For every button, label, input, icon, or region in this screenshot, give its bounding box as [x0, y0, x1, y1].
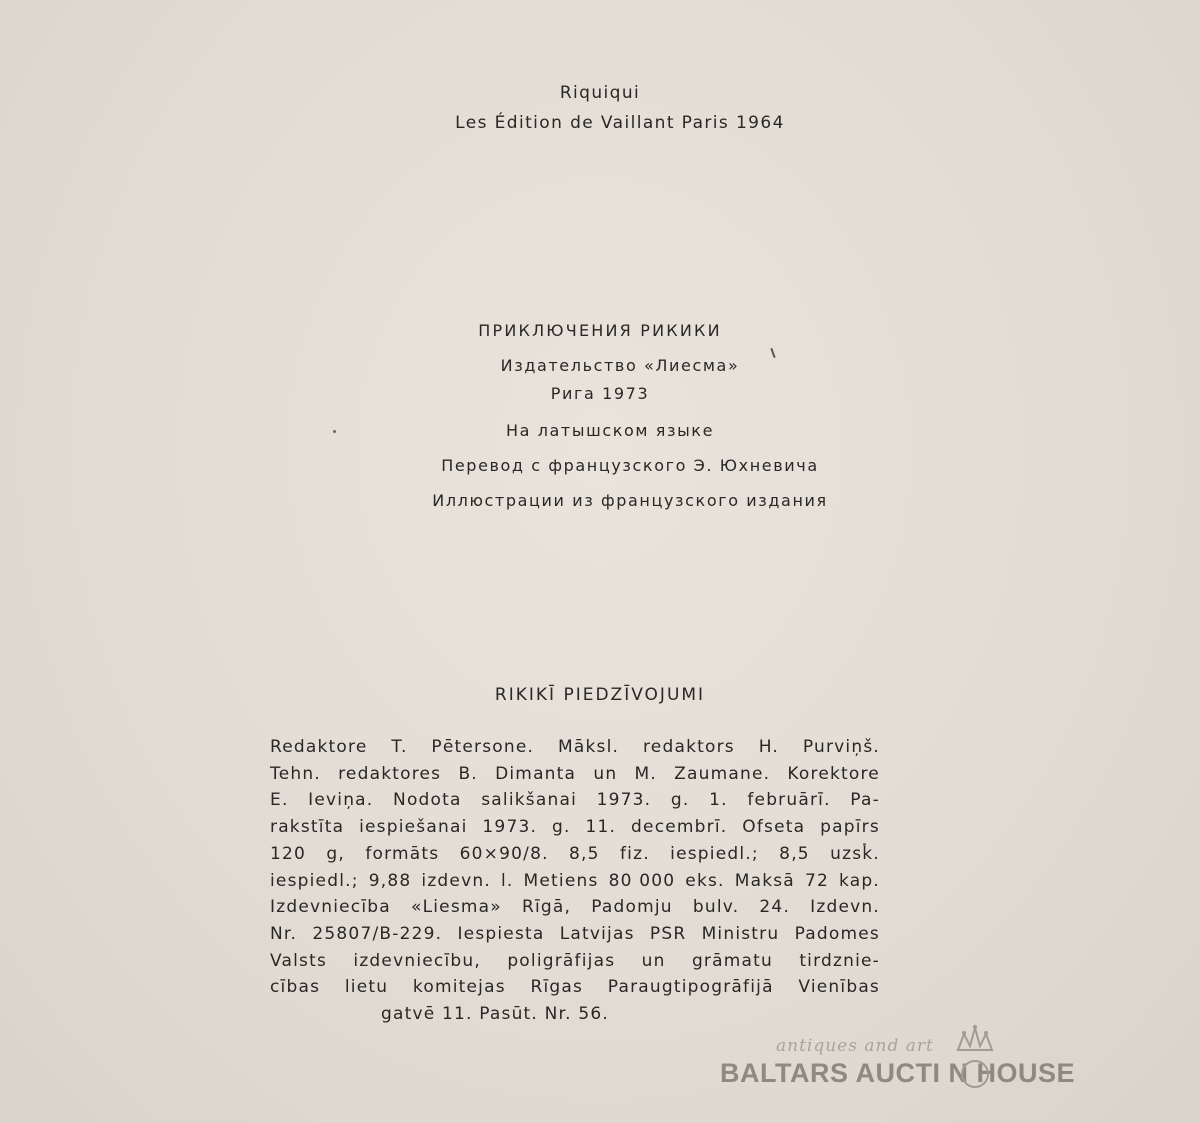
colophon-word: papīrs — [820, 817, 880, 838]
colophon-word: 120 — [270, 843, 307, 864]
colophon-word: Izdevniecība — [270, 897, 391, 918]
colophon-line — [270, 868, 880, 895]
colophon-word: Tehn. — [270, 763, 321, 784]
russian-title: ПРИКЛЮЧЕНИЯ РИКИКИ — [478, 321, 722, 340]
watermark-tagline: antiques and art — [776, 1036, 934, 1056]
colophon-word: uzsk. — [830, 843, 880, 864]
colophon-word: redaktores — [338, 763, 442, 784]
colophon-word: 8,5 — [569, 843, 600, 864]
colophon-word: M. — [634, 763, 657, 784]
colophon-word: Metiens — [523, 870, 599, 891]
colophon-word: 11. — [585, 817, 617, 838]
colophon-word: Paraugtipogrāfijā — [607, 977, 774, 998]
original-edition-credit — [0, 78, 1200, 138]
colophon-word: 9,88 — [368, 870, 412, 891]
colophon-word: Rīgas — [530, 977, 584, 998]
colophon-word: salikšanai — [481, 790, 577, 811]
russian-publisher: Издательство «Лиесма» — [500, 356, 740, 375]
colophon-word: poligrāfijas — [507, 950, 616, 971]
colophon-word: Latvijas — [559, 923, 635, 944]
colophon-word: izdevn. — [421, 870, 491, 891]
colophon-line — [270, 761, 880, 788]
russian-illustrations: Иллюстрации из французского издания — [432, 491, 828, 510]
colophon-word: grāmatu — [691, 950, 773, 971]
colophon-word: iespiedl.; — [670, 843, 759, 864]
colophon-word: tirdznie- — [799, 950, 880, 971]
colophon-word: Padomju — [591, 897, 673, 918]
russian-language: На латышском языке — [505, 421, 715, 440]
colophon-word: bulv. — [692, 897, 740, 918]
colophon-line — [270, 948, 880, 975]
colophon-word: H. — [758, 737, 779, 757]
colophon-word: g. — [670, 790, 690, 811]
russian-translation: Перевод с французского Э. Юхневича — [441, 456, 819, 475]
colophon-word: Padomes — [794, 923, 880, 944]
colophon-word: kap. — [839, 870, 880, 891]
colophon-word: Ieviņa. — [308, 790, 374, 811]
colophon-word: l. — [500, 870, 514, 891]
colophon-word: Ofseta — [742, 817, 806, 838]
colophon-word: Pētersone. — [431, 737, 535, 757]
colophon-word: Māksl. — [558, 737, 620, 757]
colophon-line — [270, 921, 880, 948]
colophon-word: g, — [326, 843, 345, 864]
colophon-word: Ministru — [701, 923, 780, 944]
russian-imprint — [0, 318, 1200, 523]
latvian-title: RIKIKĪ PIEDZĪVOJUMI — [494, 685, 706, 705]
colophon-word: un — [641, 950, 666, 971]
colophon-word: Vienības — [798, 977, 880, 998]
auction-house-watermark — [720, 1020, 1140, 1100]
colophon-word: Nr. — [270, 923, 298, 944]
colophon-word: gatvē 11. Pasūt. Nr. 56. — [380, 1004, 610, 1025]
colophon-word: 8,5 — [779, 843, 810, 864]
colophon-word: g. — [551, 817, 571, 838]
colophon-word: Valsts — [270, 950, 328, 971]
colophon-line — [270, 974, 880, 1001]
colophon-word: formāts — [365, 843, 440, 864]
colophon-line — [270, 841, 880, 868]
watermark-brand: BALTARS AUCTI N HOUSE — [720, 1058, 1075, 1088]
colophon-word: Purviņš. — [802, 737, 880, 757]
crown-icon — [950, 1020, 1000, 1090]
colophon-word: Maksā — [734, 870, 795, 891]
colophon-word: Korektore — [787, 763, 880, 784]
colophon-word: decembrī. — [631, 817, 728, 838]
colophon-line — [270, 814, 880, 841]
colophon-word: Pa- — [850, 790, 880, 811]
colophon-line — [270, 787, 880, 814]
colophon-word: redaktors — [642, 737, 735, 757]
colophon-word: un — [593, 763, 618, 784]
colophon-word: B. — [458, 763, 478, 784]
colophon-word: 1. — [709, 790, 728, 811]
colophon-word: «Liesma» — [410, 897, 502, 918]
colophon-word: Izdevn. — [810, 897, 880, 918]
colophon-line — [270, 734, 880, 761]
colophon-word: cības — [270, 977, 321, 998]
colophon-word: komitejas — [412, 977, 506, 998]
colophon-word: eks. — [685, 870, 725, 891]
original-publisher: Les Édition de Vaillant Paris 1964 — [455, 113, 785, 133]
colophon-word: PSR — [649, 923, 687, 944]
colophon-word: 60×90/8. — [459, 843, 549, 864]
colophon-word: februārī. — [747, 790, 831, 811]
colophon-word: iespiedl.; — [270, 870, 359, 891]
colophon-word: 1973. — [482, 817, 538, 838]
colophon-word: 25807/B-229. — [312, 923, 443, 944]
colophon-word: fiz. — [620, 843, 650, 864]
colophon-word: Nodota — [393, 790, 462, 811]
colophon-word: Dimanta — [495, 763, 577, 784]
original-title: Riquiqui — [559, 83, 641, 103]
colophon-word: Iespiesta — [457, 923, 545, 944]
colophon-word: 1973. — [596, 790, 652, 811]
colophon-line — [270, 894, 880, 921]
colophon-word: E. — [270, 790, 289, 811]
colophon-word: Rīgā, — [521, 897, 572, 918]
colophon-word: Zaumane. — [674, 763, 771, 784]
latvian-colophon — [270, 734, 880, 1028]
colophon-word: Redaktore — [270, 737, 368, 757]
colophon-word: izdevniecību, — [353, 950, 481, 971]
colophon-word: 24. — [759, 897, 791, 918]
russian-place-year: Рига 1973 — [550, 384, 650, 403]
colophon-word: rakstīta — [270, 817, 345, 838]
colophon-word: lietu — [344, 977, 389, 998]
colophon-word: T. — [391, 737, 408, 757]
colophon-word: 80 000 — [608, 870, 676, 891]
colophon-word: iespiešanai — [359, 817, 468, 838]
colophon-word: 72 — [804, 870, 829, 891]
